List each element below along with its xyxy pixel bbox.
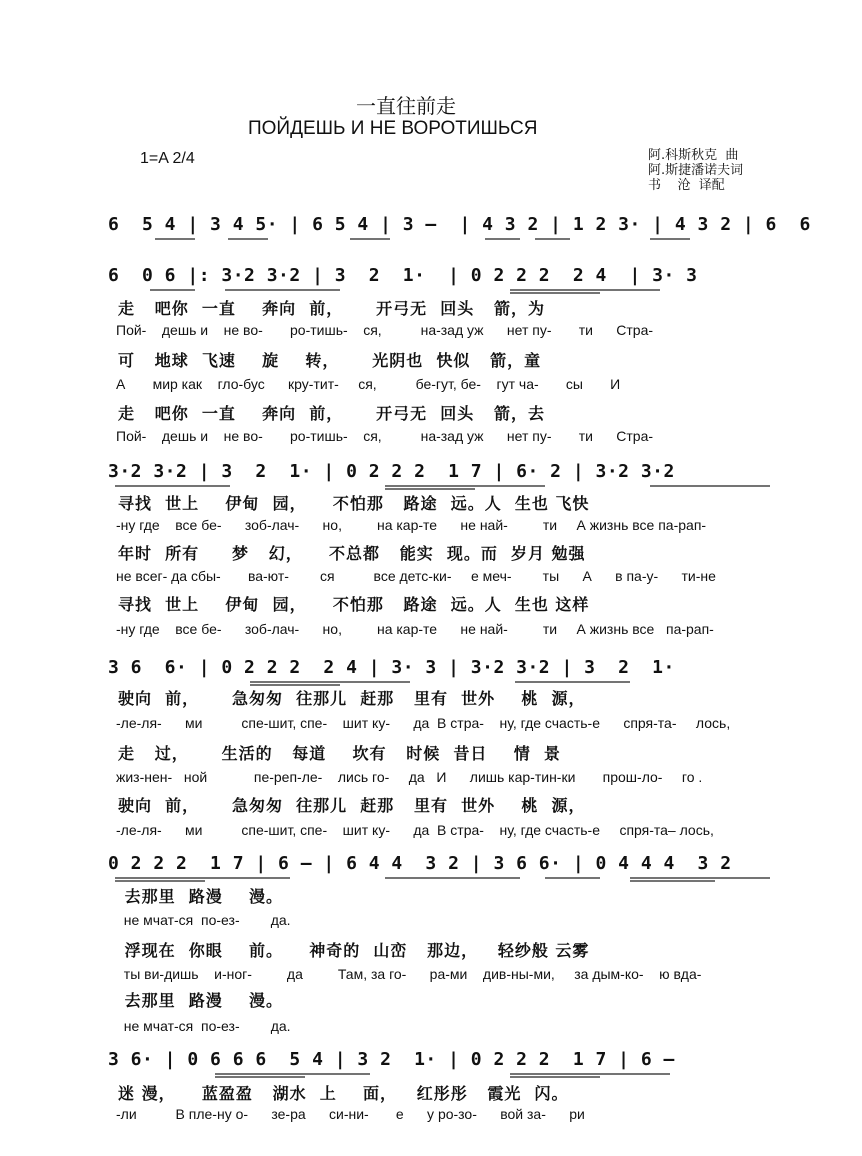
lyric-cn-4-3: 驶向 前， 急匆匆 往那儿 赶那 里有 世外 桃 源， (118, 796, 586, 815)
notes-system-4: 3 6 6· | 0 2 2 2 2 4 | 3· 3 | 3·2 3·2 | 3 2 1· (108, 657, 675, 678)
lyric-cn-4-1: 驶向 前， 急匆匆 往那儿 赶那 里有 世外 桃 源， (118, 689, 586, 708)
notes-system-6: 3 6· | 0 6 6 6 5 4 | 3 2 1· | 0 2 2 2 1 7 | 6 – (108, 1049, 675, 1070)
lyric-cn-5-1: 去那里 路漫 漫。 (118, 887, 283, 906)
lyric-cn-4-2: 走 过， 生活的 每道 坎有 时候 昔日 情 景 (118, 744, 561, 763)
lyric-ru-3-2: не всег- да сбы- ва-ют- ся все детс-ки- е меч- ты А в па-у- ти-не (116, 568, 716, 584)
credit-lyricist: 阿.斯捷潘诺夫词 (648, 163, 744, 178)
lyric-ru-4-2: жиз-нен- ной пе-реп-ле- лись го- да И лишь кар-тин-ки прош-ло- го . (116, 769, 703, 785)
lyric-cn-2-1: 走 吧你 一直 奔向 前， 开弓无 回头 箭，为 (118, 299, 545, 318)
key-signature: 1=A 2/4 (140, 150, 195, 167)
lyric-ru-5-3: не мчат-ся по-ез- да. (116, 1018, 291, 1034)
title-chinese: 一直往前走 (356, 94, 456, 118)
lyric-cn-6-1: 迷 漫， 蓝盈盈 湖水 上 面， 红彤彤 霞光 闪。 (118, 1084, 569, 1103)
lyric-ru-2-3: Пой- дешь и не во- ро-тишь- ся, на-зад уж нет пу- ти Стра- (116, 428, 654, 444)
lyric-cn-2-2: 可 地球 飞速 旋 转， 光阴也 快似 箭，童 (118, 351, 542, 370)
notes-system-1: 6 5 4 | 3 4 5· | 6 5 4 | 3 – | 4 3 2 | 1 2 3· | 4 3 2 | 6 6 (108, 214, 811, 235)
credit-translator: 书 沧 译配 (648, 178, 725, 193)
lyric-ru-3-3: -ну где все бе- зоб-лач- но, на кар-те не най- ти А жизнь все па-рап- (116, 621, 714, 637)
lyric-ru-5-2: ты ви-дишь и-ног- да Там, за го- ра-ми див-ны-ми, за дым-ко- ю вда- (116, 966, 702, 982)
lyric-ru-5-1: не мчат-ся по-ез- да. (116, 912, 291, 928)
lyric-ru-4-3: -ле-ля- ми спе-шит, спе- шит ку- да В стра- ну, где счасть-е спря-та– лось, (116, 822, 714, 838)
lyric-ru-4-1: -ле-ля- ми спе-шит, спе- шит ку- да В стра- ну, где счасть-е спря-та- лось, (116, 715, 731, 731)
lyric-ru-6-1: -ли В пле-ну о- зе-ра си-ни- е у ро-зо- вой за- ри (116, 1106, 585, 1122)
lyric-cn-3-1: 寻找 世上 伊甸 园， 不怕那 路途 远。人 生也 飞快 (118, 494, 590, 513)
credits (648, 148, 743, 193)
notes-system-5: 0 2 2 2 1 7 | 6 – | 6 4 4 3 2 | 3 6 6· | 0 4 4 4 3 2 (108, 853, 732, 874)
lyric-cn-5-3: 去那里 路漫 漫。 (118, 991, 283, 1010)
lyric-ru-2-1: Пой- дешь и не во- ро-тишь- ся, на-зад уж нет пу- ти Стра- (116, 322, 654, 338)
lyric-cn-2-3: 走 吧你 一直 奔向 前， 开弓无 回头 箭，去 (118, 404, 545, 423)
lyric-ru-3-1: -ну где все бе- зоб-лач- но, на кар-те не най- ти А жизнь все па-рап- (116, 517, 707, 533)
notes-system-2: 6 0 6 |: 3·2 3·2 | 3 2 1· | 0 2 2 2 2 4 | 3· 3 (108, 265, 698, 286)
lyric-ru-2-2: А мир как гло-бус кру-тит- ся, бе-гут, бе- гут ча- сы И (116, 376, 621, 392)
lyric-cn-3-3: 寻找 世上 伊甸 园， 不怕那 路途 远。人 生也 这样 (118, 595, 590, 614)
lyric-cn-3-2: 年时 所有 梦 幻， 不总都 能实 现。而 岁月 勉强 (118, 544, 586, 563)
notes-system-3: 3·2 3·2 | 3 2 1· | 0 2 2 2 1 7 | 6· 2 | 3·2 3·2 (108, 461, 675, 482)
title-russian: ПОЙДЕШЬ И НЕ ВОРОТИШЬСЯ (248, 118, 538, 139)
credit-composer: 阿.科斯秋克 曲 (648, 148, 739, 163)
lyric-cn-5-2: 浮现在 你眼 前。 神奇的 山峦 那边， 轻纱般 云雾 (118, 941, 590, 960)
